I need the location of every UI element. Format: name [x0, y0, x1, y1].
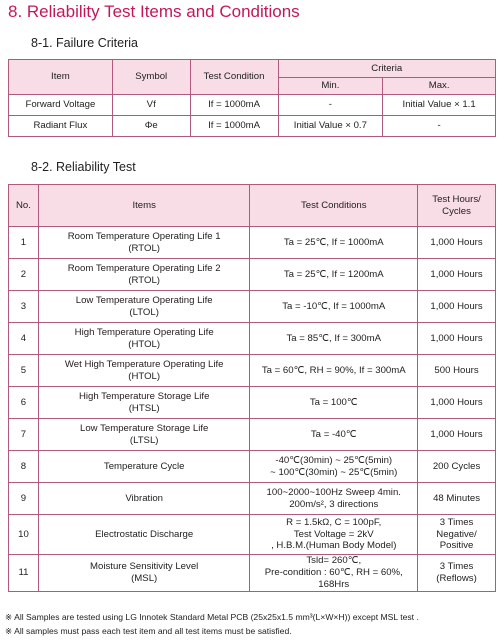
cell-hours: 1,000 Hours: [418, 291, 496, 323]
cell-no: 8: [9, 451, 39, 483]
failure-criteria-table: [8, 59, 496, 137]
cell-item: High Temperature Operating Life (HTOL): [38, 323, 249, 355]
cell-no: 2: [9, 259, 39, 291]
cell-max: Initial Value × 1.1: [383, 95, 496, 116]
cell-conditions: Ta = 60℃, RH = 90%, If = 300mA: [250, 355, 418, 387]
cell-hours: 1,000 Hours: [418, 259, 496, 291]
header-test-condition: Test Condition: [190, 60, 278, 95]
cell-hours: 200 Cycles: [418, 451, 496, 483]
footnote-2: ※ All samples must pass each test item and all test items must be satisfied.: [5, 626, 292, 636]
cell-no: 9: [9, 483, 39, 515]
cell-item: Low Temperature Storage Life (LTSL): [38, 419, 249, 451]
cell-hours: 3 Times (Reflows): [418, 555, 496, 592]
table-row: [9, 483, 496, 515]
cell-item: Temperature Cycle: [38, 451, 249, 483]
cell-no: 4: [9, 323, 39, 355]
table-row: [9, 555, 496, 592]
reliability-test-table: [8, 184, 496, 592]
cell-condition: If = 1000mA: [190, 95, 278, 116]
table-row: [9, 95, 496, 116]
cell-hours: 1,000 Hours: [418, 387, 496, 419]
header-item: Item: [9, 60, 113, 95]
cell-conditions: Ta = 25℃, If = 1000mA: [250, 227, 418, 259]
cell-item: Electrostatic Discharge: [38, 515, 249, 555]
table-row: [9, 227, 496, 259]
page-title: 8. Reliability Test Items and Conditions: [8, 2, 300, 21]
cell-hours: 3 Times Negative/ Positive: [418, 515, 496, 555]
header-no: No.: [9, 185, 39, 227]
header-symbol: Symbol: [112, 60, 190, 95]
table-row: [9, 515, 496, 555]
cell-item: Forward Voltage: [9, 95, 113, 116]
cell-conditions: 100~2000~100Hz Sweep 4min. 200m/s², 3 directions: [250, 483, 418, 515]
cell-hours: 1,000 Hours: [418, 227, 496, 259]
header-min: Min.: [278, 78, 383, 95]
cell-item: Room Temperature Operating Life 1 (RTOL): [38, 227, 249, 259]
cell-symbol: Vf: [112, 95, 190, 116]
header-max: Max.: [383, 78, 496, 95]
cell-item: Radiant Flux: [9, 116, 113, 137]
table-row: [9, 387, 496, 419]
cell-item: Room Temperature Operating Life 2 (RTOL): [38, 259, 249, 291]
cell-no: 5: [9, 355, 39, 387]
cell-symbol: Φe: [112, 116, 190, 137]
header-test-hours: Test Hours/ Cycles: [418, 185, 496, 227]
cell-no: 3: [9, 291, 39, 323]
section-heading-failure-criteria: 8-1. Failure Criteria: [31, 36, 138, 50]
header-items: Items: [38, 185, 249, 227]
cell-no: 7: [9, 419, 39, 451]
cell-conditions: -40℃(30min) ~ 25℃(5min) ~ 100℃(30min) ~ 25℃(5min): [250, 451, 418, 483]
cell-conditions: Ta = 25℃, If = 1200mA: [250, 259, 418, 291]
cell-item: Wet High Temperature Operating Life (HTOL): [38, 355, 249, 387]
cell-item: High Temperature Storage Life (HTSL): [38, 387, 249, 419]
table-row: [9, 259, 496, 291]
cell-min: -: [278, 95, 383, 116]
cell-hours: 1,000 Hours: [418, 323, 496, 355]
cell-conditions: Ta = 85℃, If = 300mA: [250, 323, 418, 355]
footnote-1: ※ All Samples are tested using LG Innotek Standard Metal PCB (25x25x1.5 mm³(L×W×H)) except MSL test .: [5, 612, 419, 622]
cell-min: Initial Value × 0.7: [278, 116, 383, 137]
cell-conditions: Ta = 100℃: [250, 387, 418, 419]
table-row: [9, 291, 496, 323]
cell-conditions: R = 1.5kΩ, C = 100pF, Test Voltage = 2kV , H.B.M.(Human Body Model): [250, 515, 418, 555]
header-criteria: Criteria: [278, 60, 496, 78]
section-heading-reliability-test: 8-2. Reliability Test: [31, 160, 136, 174]
table-row: [9, 116, 496, 137]
cell-item: Moisture Sensitivity Level (MSL): [38, 555, 249, 592]
cell-no: 6: [9, 387, 39, 419]
cell-conditions: Tsld= 260℃, Pre-condition : 60℃, RH = 60%, 168Hrs: [250, 555, 418, 592]
cell-condition: If = 1000mA: [190, 116, 278, 137]
cell-no: 10: [9, 515, 39, 555]
table-row: [9, 355, 496, 387]
table-row: [9, 323, 496, 355]
table-row: [9, 451, 496, 483]
cell-conditions: Ta = -40℃: [250, 419, 418, 451]
cell-hours: 500 Hours: [418, 355, 496, 387]
cell-item: Vibration: [38, 483, 249, 515]
cell-no: 11: [9, 555, 39, 592]
cell-no: 1: [9, 227, 39, 259]
cell-max: -: [383, 116, 496, 137]
cell-conditions: Ta = -10℃, If = 1000mA: [250, 291, 418, 323]
cell-hours: 48 Minutes: [418, 483, 496, 515]
cell-hours: 1,000 Hours: [418, 419, 496, 451]
header-test-conditions: Test Conditions: [250, 185, 418, 227]
cell-item: Low Temperature Operating Life (LTOL): [38, 291, 249, 323]
table-row: [9, 419, 496, 451]
